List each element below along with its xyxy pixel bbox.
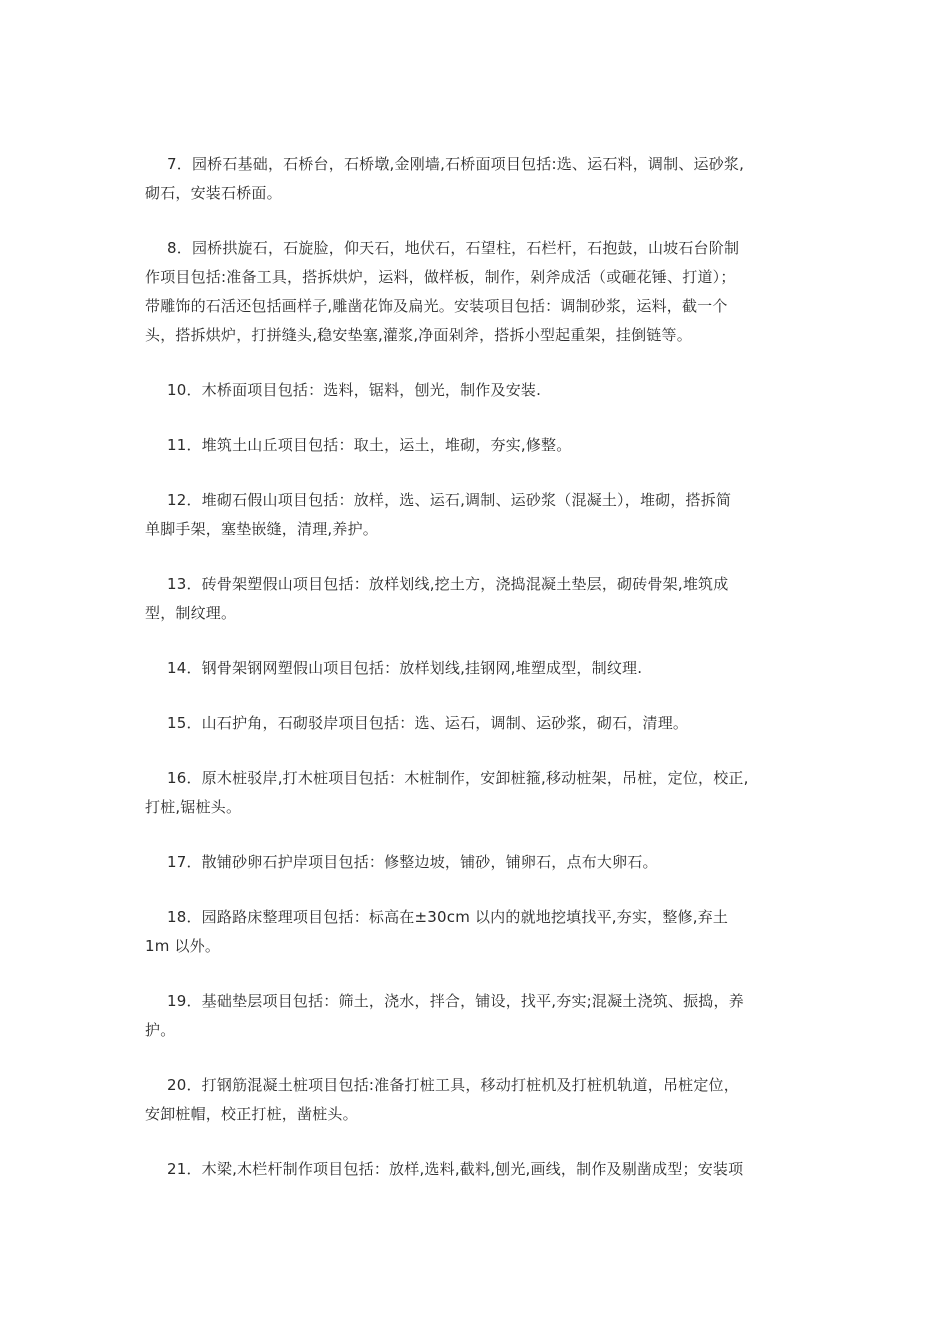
paragraph-15 <box>145 709 807 738</box>
paragraph-line: 单脚手架，塞垫嵌缝，清理,养护。 <box>145 520 378 538</box>
document-body <box>145 150 807 1210</box>
paragraph-line: 18．园路路床整理项目包括：标高在±30cm 以内的就地挖填找平,夯实，整修,弃土 <box>167 908 729 926</box>
paragraph-21 <box>145 1155 807 1184</box>
paragraph-line: 21．木梁,木栏杆制作项目包括：放样,选料,截料,刨光,画线，制作及剔凿成型；安装项 <box>167 1160 744 1178</box>
paragraph-13 <box>145 570 807 628</box>
paragraph-line: 17．散铺砂卵石护岸项目包括：修整边坡，铺砂，铺卵石，点布大卵石。 <box>167 853 658 871</box>
paragraph-line: 13．砖骨架塑假山项目包括：放样划线,挖土方，浇捣混凝土垫层，砌砖骨架,堆筑成 <box>167 575 729 593</box>
paragraph-line: 8．园桥拱旋石，石旋脸，仰天石，地伏石，石望柱，石栏杆，石抱鼓，山坡石台阶制 <box>167 239 740 257</box>
paragraph-line: 11．堆筑土山丘项目包括：取土，运土，堆砌，夯实,修整。 <box>167 436 572 454</box>
paragraph-line: 护。 <box>145 1021 176 1039</box>
paragraph-line: 10．木桥面项目包括：选料，锯料，刨光，制作及安装. <box>167 381 542 399</box>
paragraph-14 <box>145 654 807 683</box>
paragraph-line: 15．山石护角，石砌驳岸项目包括：选、运石，调制、运砂浆，砌石，清理。 <box>167 714 689 732</box>
paragraph-7 <box>145 150 807 208</box>
paragraph-line: 安卸桩帽，校正打桩，凿桩头。 <box>145 1105 358 1123</box>
paragraph-line: 打桩,锯桩头。 <box>145 798 242 816</box>
paragraph-11 <box>145 431 807 460</box>
paragraph-line: 19．基础垫层项目包括：筛土，浇水，拌合，铺设，找平,夯实;混凝土浇筑、振捣，养 <box>167 992 744 1010</box>
paragraph-line: 作项目包括:准备工具，搭拆烘炉，运料，做样板，制作，剁斧成活（或砸花锤、打道）； <box>145 268 736 286</box>
paragraph-8 <box>145 234 807 350</box>
paragraph-line: 12．堆砌石假山项目包括：放样，选、运石,调制、运砂浆（混凝土），堆砌，搭拆简 <box>167 491 732 509</box>
paragraph-line: 型，制纹理。 <box>145 604 237 622</box>
paragraph-line: 带雕饰的石活还包括画样子,雕凿花饰及扁光。安装项目包括：调制砂浆，运料，截一个 <box>145 297 728 315</box>
paragraph-line: 砌石，安装石桥面。 <box>145 184 282 202</box>
paragraph-line: 14．钢骨架钢网塑假山项目包括：放样划线,挂钢网,堆塑成型，制纹理. <box>167 659 643 677</box>
paragraph-line: 16．原木桩驳岸,打木桩项目包括：木桩制作，安卸桩箍,移动桩架，吊桩，定位，校正, <box>167 769 749 787</box>
paragraph-12 <box>145 486 807 544</box>
paragraph-line: 7．园桥石基础，石桥台，石桥墩,金刚墙,石桥面项目包括:选、运石料，调制、运砂浆, <box>167 155 745 173</box>
paragraph-17 <box>145 848 807 877</box>
paragraph-line: 头，搭拆烘炉，打拼缝头,稳安垫塞,灌浆,净面剁斧，搭拆小型起重架，挂倒链等。 <box>145 326 692 344</box>
paragraph-16 <box>145 764 807 822</box>
paragraph-19 <box>145 987 807 1045</box>
paragraph-10 <box>145 376 807 405</box>
paragraph-line: 20．打钢筋混凝土桩项目包括:准备打桩工具，移动打桩机及打桩机轨道，吊桩定位， <box>167 1076 739 1094</box>
paragraph-line: 1m 以外。 <box>145 937 221 955</box>
paragraph-18 <box>145 903 807 961</box>
paragraph-20 <box>145 1071 807 1129</box>
